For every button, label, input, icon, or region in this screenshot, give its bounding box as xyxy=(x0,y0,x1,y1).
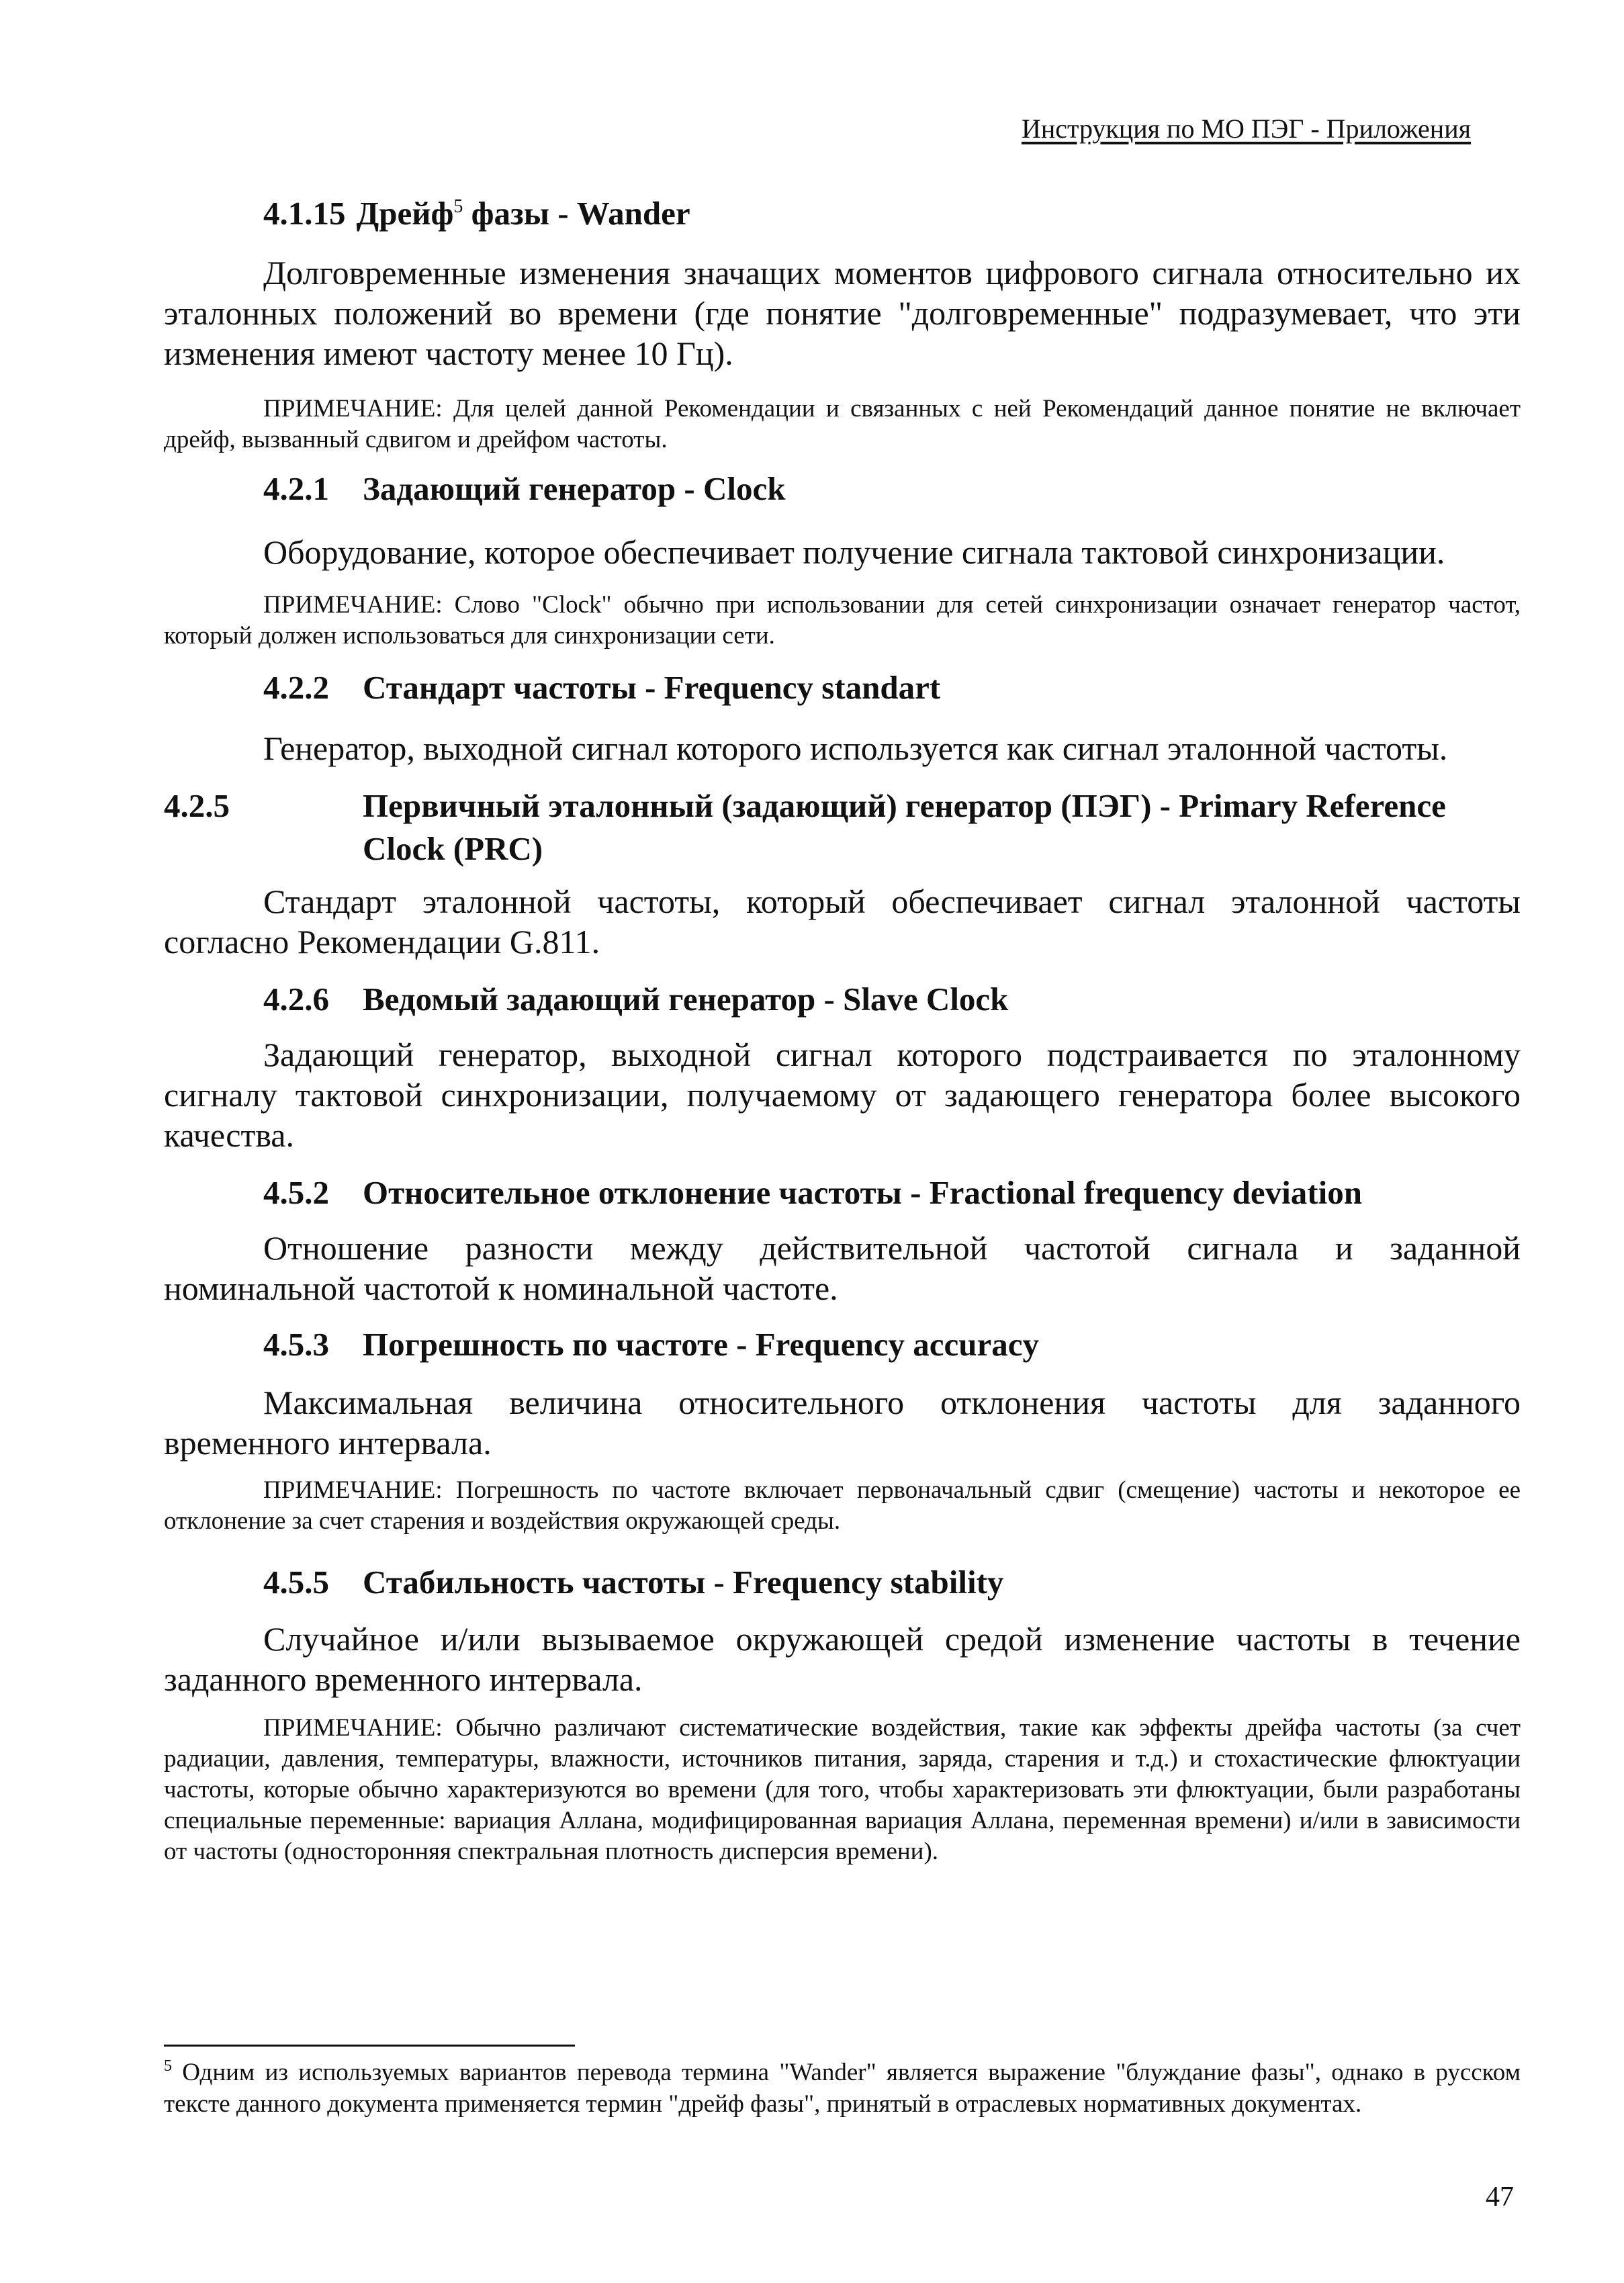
section-number: 4.5.3 xyxy=(263,1326,329,1363)
section-heading-4-5-5 xyxy=(263,1561,1519,1604)
footnote-text: Одним из используемых вариантов перевода термина "Wander" является выражение "блуждание фазы", однако в русском тексте данного документа применяется термин "дрейф фазы", принятый в отраслевых нормативных документах. xyxy=(164,2059,1521,2118)
section-body-4-2-1: Оборудование, которое обеспечивает получение сигнала тактовой синхронизации. xyxy=(263,533,1445,571)
section-body-4-5-2: Отношение разности между действительной частотой сигнала и заданной номинальной частотой к номинальной частоте. xyxy=(164,1229,1521,1307)
section-title: Относительное отклонение частоты - Fractional frequency deviation xyxy=(363,1174,1362,1211)
section-body-4-1-15: Долговременные изменения значащих моментов цифрового сигнала относительно их эталонных положений во времени (где понятие "долговременные" подразумевает, что эти изменения имеют частоту менее 10 Гц). xyxy=(164,254,1521,372)
section-body-4-5-5: Случайное и/или вызываемое окружающей средой изменение частоты в течение заданного временного интервала. xyxy=(164,1620,1521,1698)
section-number: 4.2.2 xyxy=(263,669,329,706)
section-number: 4.2.6 xyxy=(263,981,329,1018)
section-body-4-2-2: Генератор, выходной сигнал которого используется как сигнал эталонной частоты. xyxy=(263,729,1448,767)
section-body-4-5-3: Максимальная величина относительного отклонения частоты для заданного временного интервала. xyxy=(164,1384,1521,1462)
section-title: Стандарт частоты - Frequency standart xyxy=(363,669,941,706)
section-number: 4.5.5 xyxy=(263,1564,329,1601)
section-note-4-2-1: ПРИМЕЧАНИЕ: Слово "Clock" обычно при использовании для сетей синхронизации означает генератор частот, который должен использоваться для синхронизации сети. xyxy=(164,591,1521,650)
section-note-4-5-3: ПРИМЕЧАНИЕ: Погрешность по частоте включает первоначальный сдвиг (смещение) частоты и некоторое ее отклонение за счет старения и воздействия окружающей среды. xyxy=(164,1476,1521,1535)
section-number: 4.1.15 xyxy=(263,195,346,232)
footnote-separator xyxy=(164,2045,575,2047)
section-number: 4.2.5 xyxy=(164,787,230,824)
footnote-reference[interactable]: 5 xyxy=(453,196,463,217)
section-heading-4-2-5 xyxy=(164,785,1519,870)
footnote-marker: 5 xyxy=(164,2057,172,2075)
page-number: 47 xyxy=(1486,2182,1514,2212)
section-title: Погрешность по частоте - Frequency accuracy xyxy=(363,1326,1040,1363)
section-body-4-2-5: Стандарт эталонной частоты, который обеспечивает сигнал эталонной частоты согласно Рекомендации G.811. xyxy=(164,883,1521,960)
section-number: 4.2.1 xyxy=(263,470,329,507)
section-title-part: Дрейф xyxy=(356,195,454,232)
section-title: Первичный эталонный (задающий) генератор (ПЭГ) - Primary Reference Clock (PRC) xyxy=(363,787,1446,867)
section-heading-4-2-6 xyxy=(263,978,1519,1021)
footnote xyxy=(164,2057,1521,2120)
section-title-part: фазы - Wander xyxy=(463,195,690,232)
running-header: Инструкция по МО ПЭГ - Приложения xyxy=(1021,114,1471,144)
section-title: Задающий генератор - Clock xyxy=(363,470,786,507)
section-heading-4-5-2 xyxy=(263,1171,1519,1214)
section-heading-4-5-3 xyxy=(263,1323,1519,1366)
section-body-4-2-6: Задающий генератор, выходной сигнал которого подстраивается по эталонному сигналу тактовой синхронизации, получаемому от задающего генератора более высокого качества. xyxy=(164,1036,1521,1154)
section-heading-4-2-2 xyxy=(263,666,1519,709)
section-title: Стабильность частоты - Frequency stability xyxy=(363,1564,1004,1601)
section-number: 4.5.2 xyxy=(263,1174,329,1211)
section-title: Ведомый задающий генератор - Slave Clock xyxy=(363,981,1009,1018)
section-heading-4-1-15 xyxy=(263,192,1519,235)
section-heading-4-2-1 xyxy=(263,467,1519,510)
section-note-4-1-15: ПРИМЕЧАНИЕ: Для целей данной Рекомендации и связанных с ней Рекомендаций данное понятие не включает дрейф, вызванный сдвигом и дрейфом частоты. xyxy=(164,395,1521,453)
section-note-4-5-5: ПРИМЕЧАНИЕ: Обычно различают систематические воздействия, такие как эффекты дрейфа частоты (за счет радиации, давления, температуры, влажности, источников питания, заряда, старения и т.д.) и стохастические флюктуации частоты, которые обычно характеризуются во времени (для того, чтобы характеризовать эти флюктуации, были разработаны специальные переменные: вариация Аллана, модифицированная вариация Аллана, переменная времени) и/или в зависимости от частоты (односторонняя спектральная плотность дисперсия времени). xyxy=(164,1714,1521,1865)
